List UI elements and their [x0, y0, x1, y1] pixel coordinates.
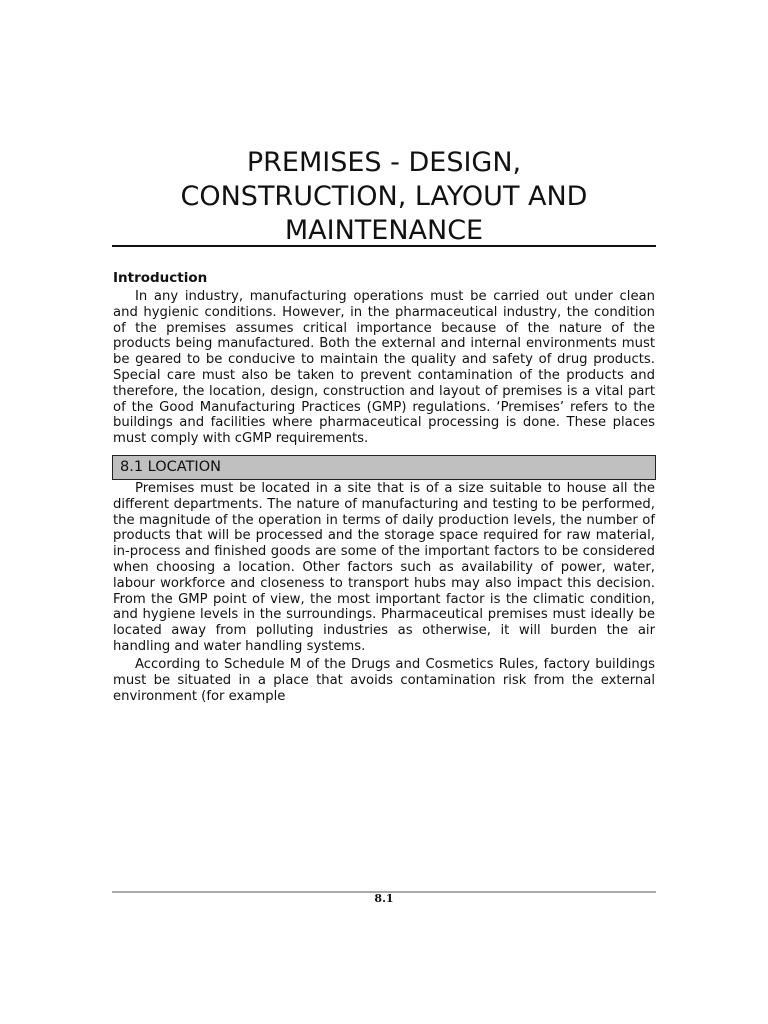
location-paragraph-1: Premises must be located in a site that is of a size suitable to house all the different departments. The nature of manufacturing and testing to be performed, the magnitude of the operation in terms of daily production levels, the number of products that will be processed and the storage space required for raw material, in-process and finished goods are some of the important factors to be considered when choosing a location. Other factors such as availability of power, water, labour workforce and closeness to transport hubs may also impact this decision. From the GMP point of view, the most important factor is the climatic condition, and hygiene levels in the surroundings. Pharmaceutical premises must ideally be located away from polluting industries as otherwise, it will burden the air handling and water handling systems.: [113, 481, 655, 654]
title-divider: [112, 245, 656, 247]
introduction-paragraph: In any industry, manufacturing operations must be carried out under clean and hygienic conditions. However, in the pharmaceutical industry, the condition of the premises assumes critical importance because of the nature of the products being manufactured. Both the external and internal environments must be geared to be conducive to maintain the quality and safety of drug products. Special care must also be taken to prevent contamination of the products and therefore, the location, design, construction and layout of premises is a vital part of the Good Manufacturing Practices (GMP) regulations. ‘Premises’ refers to the buildings and facilities where pharmaceutical processing is done. These places must comply with cGMP requirements.: [113, 289, 655, 447]
section-header-location: [112, 455, 656, 480]
location-paragraph-2: According to Schedule M of the Drugs and Cosmetics Rules, factory buildings must be situated in a place that avoids contamination risk from the external environment (for example: [113, 657, 655, 704]
chapter-title-line-1: PREMISES - DESIGN,: [246, 147, 522, 178]
chapter-title-line-2: CONSTRUCTION, LAYOUT AND: [180, 181, 588, 212]
introduction-heading: Introduction: [113, 270, 208, 286]
section-title: 8.1 LOCATION: [120, 459, 221, 475]
chapter-title-line-3: MAINTENANCE: [284, 215, 484, 246]
chapter-title: [112, 146, 656, 248]
page-number: 8.1: [374, 892, 394, 905]
